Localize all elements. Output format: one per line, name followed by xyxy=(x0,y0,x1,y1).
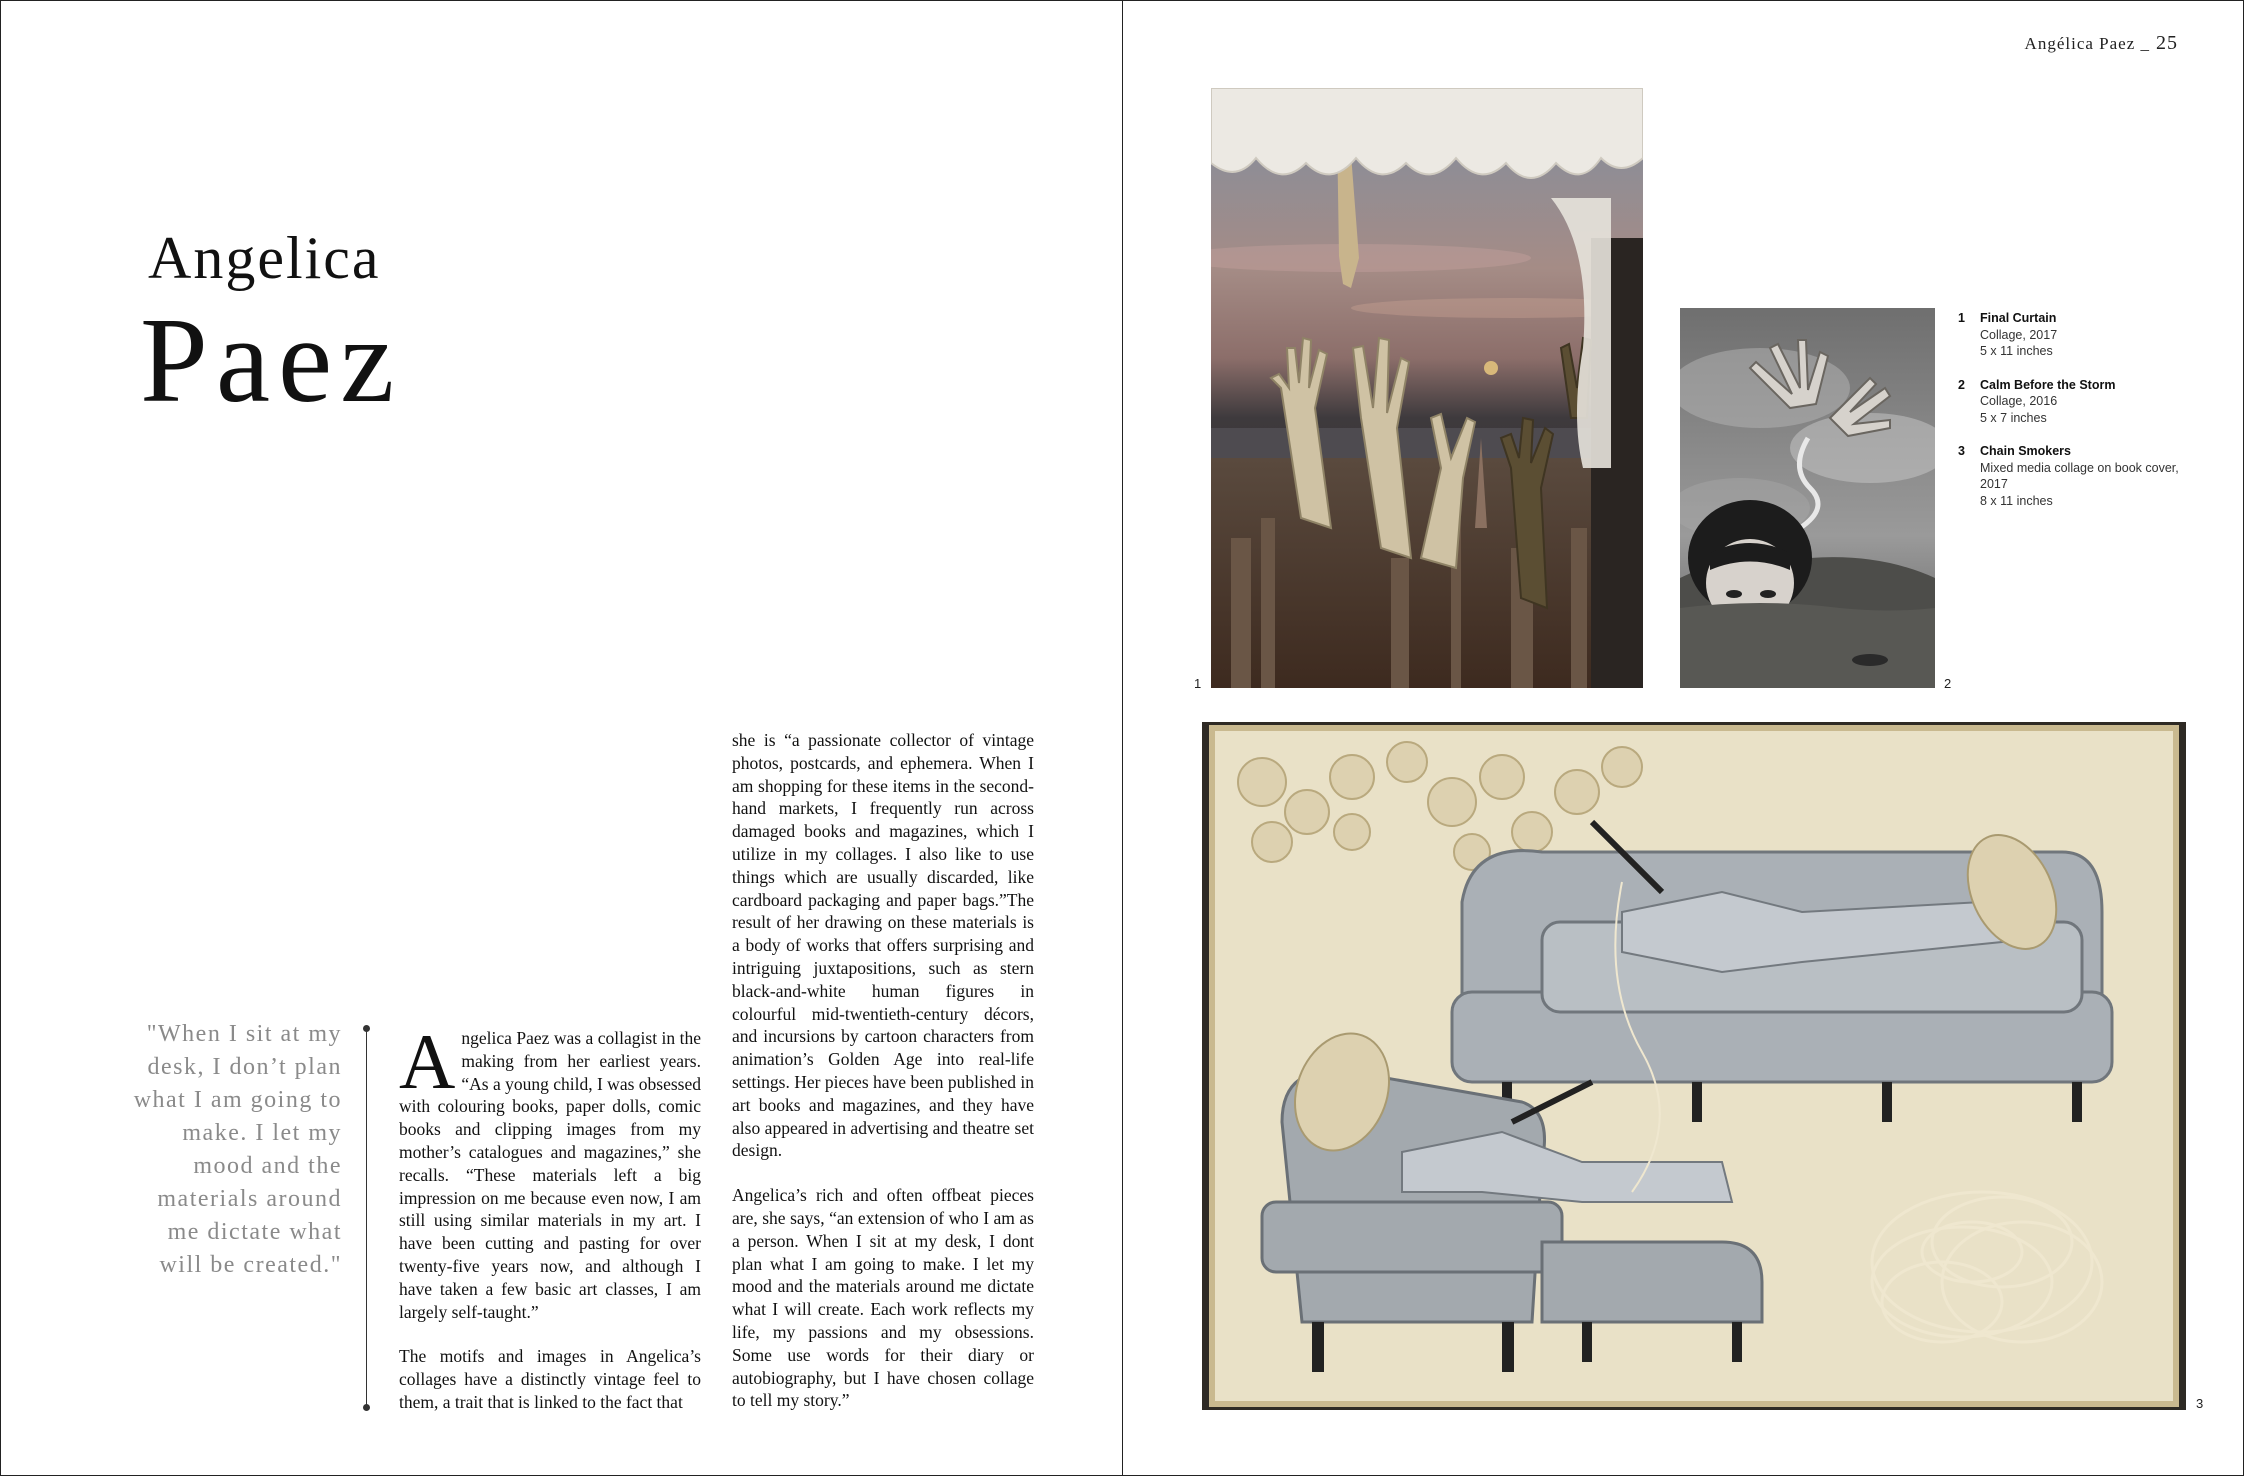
collage-chain-smokers-image xyxy=(1202,722,2186,1410)
caption-dimensions: 8 x 11 inches xyxy=(1980,493,2053,508)
body-column-1 xyxy=(399,1018,701,1436)
body-column-2 xyxy=(732,729,1034,1434)
chain-smokers-illustration xyxy=(1202,722,2186,1410)
rule-end-dot xyxy=(363,1404,370,1411)
caption-title: Final Curtain xyxy=(1980,311,2057,325)
page-spine xyxy=(1122,0,1123,1476)
figure-number: 2 xyxy=(1944,676,1952,691)
final-curtain-illustration xyxy=(1211,88,1643,688)
running-head xyxy=(2025,32,2178,55)
drop-cap: A xyxy=(399,1018,456,1105)
caption-title: Calm Before the Storm xyxy=(1980,377,2116,392)
body-text: ngelica Paez was a collagist in the making from her earliest years. “As a young child, I was obsessed with colouring books, paper dolls, comic books and clipping images from my mother’s catalogues and magazines,” she recalls. “These materials left a big impression on me because even now, I am still using similar materials in my art. I have been cutting and pasting for over twenty-five years now, and although I have taken a few basic art classes, I am largely self-taught.” xyxy=(399,1028,701,1322)
caption-title: Chain Smokers xyxy=(1980,444,2072,458)
caption-number: 2 xyxy=(1958,377,1965,392)
calm-before-storm-illustration xyxy=(1680,308,1935,688)
caption-dimensions: 5 x 11 inches xyxy=(1980,344,2053,358)
page-number: 25 xyxy=(2156,32,2178,54)
image-captions xyxy=(1958,310,2198,526)
figure-number: 3 xyxy=(2196,1396,2204,1411)
body-paragraph: Angelica’s rich and often offbeat pieces are, she says, “an extension of who I am as a person. When I sit at my desk, I dont plan what I am going to make. I let my mood and the materials around me dictate what I will create. Each work reflects my life, my passions and my obsessions. Some use words for their diary or autobiography, but I have chosen collage to tell my story.” xyxy=(732,1185,1034,1411)
vertical-rule xyxy=(366,1028,367,1408)
pull-quote: "When I sit at my desk, I don’t plan what I am going to make. I let my mood and the materials around me dictate what will be created." xyxy=(133,1021,342,1278)
caption-medium: Collage, 2017 xyxy=(1980,327,2058,342)
caption-number: 1 xyxy=(1958,311,1965,325)
caption-medium: Collage, 2016 xyxy=(1980,394,2058,408)
caption-number: 3 xyxy=(1958,444,1965,458)
collage-final-curtain-image xyxy=(1211,88,1643,688)
figure-number: 1 xyxy=(1194,676,1202,691)
title-last-name: Paez xyxy=(140,293,403,428)
caption-item xyxy=(1958,310,2198,360)
body-paragraph: she is “a passionate collector of vintage photos, postcards, and ephemera. When I am shopping for these items in the second-hand markets, I frequently run across damaged books and magazines, which I utilize in my collages. I also like to use things which are usually discarded, like cardboard packaging and paper bags.”The result of her drawing on these materials is a body of works that offers surprising and intriguing juxtapositions, such as stern black-and-white human figures in colourful mid-twentieth-century décors, and incursions by cartoon characters from animation’s Golden Age into real-life settings. Her pieces have been published in art books and magazines, and they have also appeared in advertising and theatre set design. xyxy=(732,730,1034,1161)
title-first-name: Angelica xyxy=(148,225,381,291)
collage-calm-before-the-storm-image xyxy=(1680,308,1935,688)
caption-dimensions: 5 x 7 inches xyxy=(1980,410,2047,425)
rule-end-dot xyxy=(363,1025,370,1032)
body-paragraph xyxy=(399,1018,701,1323)
running-head-text: Angélica Paez _ xyxy=(2024,34,2150,53)
caption-item xyxy=(1958,377,2198,427)
caption-item xyxy=(1958,443,2198,509)
body-paragraph: The motifs and images in Angelica’s collages have a distinctly vintage feel to them, a trait that is linked to the fact that xyxy=(399,1346,701,1412)
caption-medium: Mixed media collage on book cover, 2017 xyxy=(1980,460,2179,491)
